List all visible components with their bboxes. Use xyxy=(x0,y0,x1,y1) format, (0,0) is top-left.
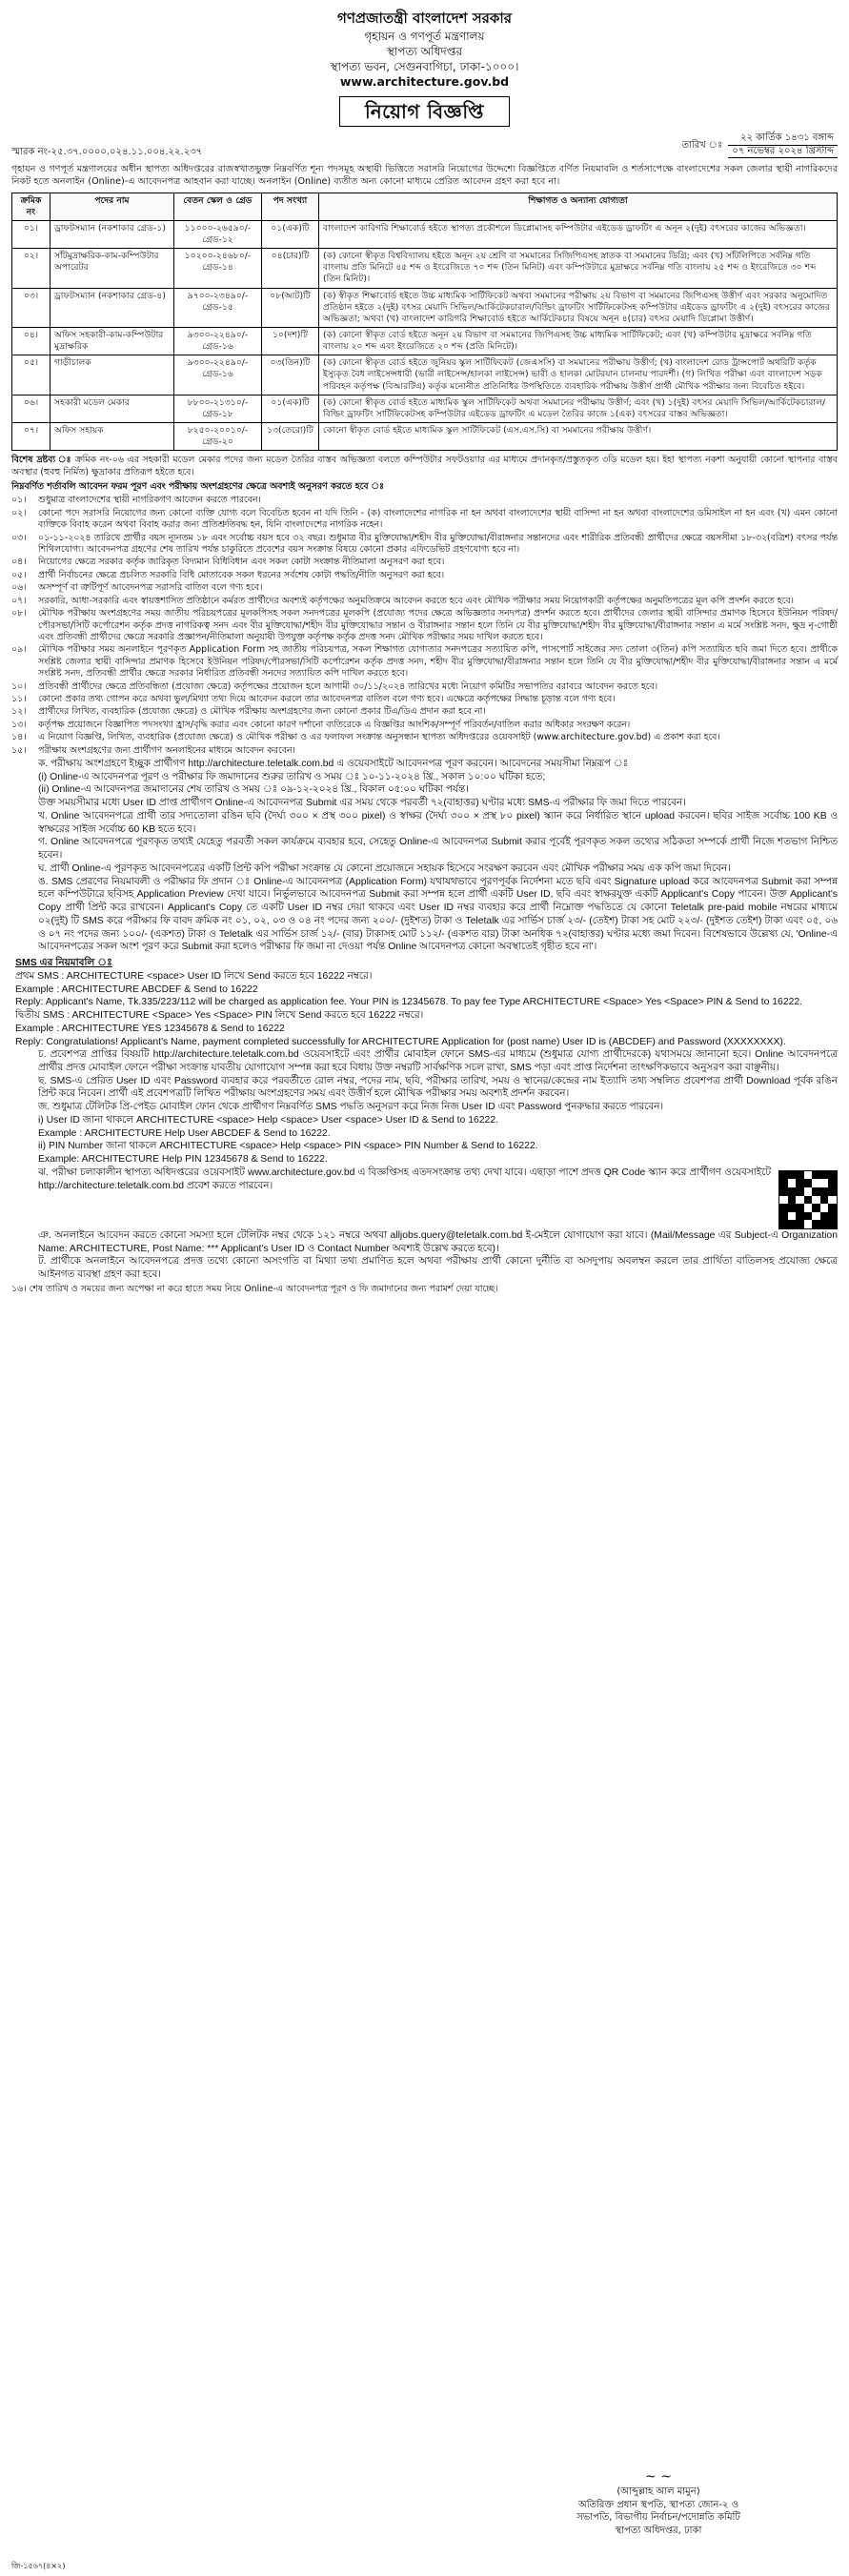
cell-grade: ১০২০০-২৪৬৮০/- গ্রেড-১৪ xyxy=(174,249,262,288)
col-header-count: পদ সংখ্যা xyxy=(262,193,319,220)
item-number: ০৫। xyxy=(11,569,27,580)
list-item xyxy=(11,508,838,532)
list-item xyxy=(11,745,838,757)
item-text: নিয়োগের ক্ষেত্রে সরকার কর্তৃক জারিকৃত বিদ্যমান বিধিবিধান এবং সকল কোটা সংক্রান্ত নীতিমালা অনুসরণ করা হবে। xyxy=(38,557,445,568)
cell-post-name: সহকারী মডেল মেকার xyxy=(51,395,174,422)
cell-qualification: (ক) স্বীকৃত শিক্ষাবোর্ড হইতে উচ্চ মাধ্যমিক সার্টিফিকেট অথবা সমমানের পরীক্ষায় ২য় বিভাগ বা সমমানের জিপিএসহ উত্তীর্ণ এবং সরকার অনুমোদিত প্রতিষ্ঠান হইতে ২(দুই) বৎসর মেয়াদি সিভিল/আর্কিটেকচারাল/বিল্ডিং ড্রাফটিং সার্টিফিকেটসহ কম্পিউটার এইডেড ড্রাফটিং এ ২(দুই) বৎসরের কাজের অভিজ্ঞতা; অথবা (খ) বাংলাদেশ কারিগরি শিক্ষাবোর্ড হইতে আর্কিটেকচার বিষয়ে অনূন ৪(চার) বৎসর মেয়াদি ডিপ্লোমা উত্তীর্ণ। xyxy=(319,288,838,327)
online-i: ঝ. পরীক্ষা চলাকালীন স্থাপত্য অধিদপ্তরের ওয়েবসাইট www.architecture.gov.bd এ বিজ্ঞপ্তিসহ এতদসংক্রান্ত তথ্য দেখা যাবে। এছাড়া পাশে প্রদত্ত QR Code স্ক্যান করে প্রার্থীগণ ওয়েবসাইটে http://architecture.teletalk.com.bd প্রবেশ করতে পারবেন। xyxy=(38,1166,771,1191)
cell-qualification: (ক) কোনো স্বীকৃত বোর্ড হইতে মাধ্যমিক স্কুল সার্টিফিকেট অথবা সমমানের পরীক্ষায় উত্তীর্ণ; এবং (খ) ১(দুই) বৎসর মেয়াদি সিভিল/আর্কিটেকচারাল/বিল্ডিং ড্রাফটিং সার্টিফিকেটসহ কম্পিউটার এইডেড ড্রাফটিং এ মডেল তৈরির কাজে ১(এক) বৎসরের বাস্তব অভিজ্ঞতা। xyxy=(319,395,838,422)
online-e: ঙ. SMS প্রেরণের নিয়মাবলী ও পরীক্ষার ফি প্রদান ঃ Online-এ আবেদনপত্র (Application Form) যথাযথভাবে পূরণপূর্বক নির্দেশনা মতে ছবি এবং Signature upload করে আবেদনপত্র Submit করা সম্পন্ন হলে কম্পিউটারে ছবিসহ Application Preview দেখা যাবে। নির্ভুলভাবে আবেদনপত্র Submit করা সম্পন্ন হলে প্রার্থী একটি User ID, ছবি এবং স্বাক্ষরযুক্ত একটি Applicant's Copy পাবেন। উক্ত Applicant's Copy প্রার্থী প্রিন্ট করে রাখবেন। Applicant's Copy তে একটি User ID নম্বর দেয়া থাকবে এবং User ID নম্বর ব্যবহার করে প্রার্থী নিম্নোক্ত পদ্ধতিতে যে কোনো Teletalk pre-paid mobile নম্বরের মাধ্যমে ০২(দুই) টি SMS করে পরীক্ষার ফি বাবদ ক্রমিক নং ০১, ০২, ০৩ ও ০৪ নং পদের জন্য ২০০/- (দুইশত) টাকা ও Teletalk এর সার্ভিস চার্জ ২৩/- (তেইশ) টাকা সহ মোট ২২৩/- (দুইশত তেইশ) টাকা এবং ০৫, ০৬ ও ০৭ নং পদের জন্য ১০০/- (একশত) টাকা ও Teletalk এর সার্ভিস চার্জ ১২/- (বার) টাকাসহ মোট ১১২/- (একশত বার) টাকা অনধিক ৭২(বাহাত্তর) ঘণ্টার মধ্যে জমা দিবেন। বিশেষভাবে উল্লেখ্য যে, 'Online-এ আবেদনপত্রের সকল অংশ পূরণ করে Submit করা হলেও পরীক্ষার ফি জমা না দেওয়া পর্যন্ত Online আবেদনপত্র কোনো অবস্থাতেই গৃহীত হবে না'। xyxy=(38,876,838,953)
col-header-qualification: শিক্ষাগত ও অন্যান্য যোগ্যতা xyxy=(319,193,838,220)
cell-count: ১০(দশ)টি xyxy=(262,327,319,355)
ministry-name: গৃহায়ন ও গণপূর্ত মন্ত্রণালয় xyxy=(364,29,485,43)
cell-serial: ০১। xyxy=(12,220,51,248)
sms-first: প্রথম SMS : ARCHITECTURE <space> User ID লিখে Send করতে হবে 16222 নম্বরে। xyxy=(15,970,373,982)
sms-first-reply: Reply: Applicant's Name, Tk.335/223/112 will be charged as application fee. Your PIN is 12345678. To pay fee Type ARCHITECTURE <Space> Yes <Space> PIN & Send to 16222. xyxy=(15,997,803,1008)
item-text: ০১-১১-২০২৪ তারিখে প্রার্থীর বয়স ন্যূনতম ১৮ এবং সর্বোচ্চ বয়স হবে ৩২ বছর। শুধুমাত্র বীর মুক্তিযোদ্ধা/শহীদ বীর মুক্তিযোদ্ধা/বীরাঙ্গনার সন্তানদের এবং শারীরিক প্রতিবন্ধী প্রার্থীদের ক্ষেত্রে বয়সসীমা ১৮-৩২(বত্রিশ) বৎসর পর্যন্ত শিথিলযোগ্য। আবেদনপত্র গ্রহণের শেষ তারিখ পর্যন্ত চাকুরিতে প্রবেশের বয়স সংক্রান্ত বিষয়ে কোনো প্রকার এফিডেভিট গ্রহণযোগ্য হবে না। xyxy=(38,532,838,556)
item-number: ০৩। xyxy=(11,532,27,543)
table-row xyxy=(12,395,838,422)
cell-serial: ০৭। xyxy=(12,422,51,450)
signature-scribble: ~ ~ xyxy=(645,2469,672,2485)
cell-post-name: ড্রাফটসম্যান (নকশাকার গ্রেড-৪) xyxy=(51,288,174,327)
special-note-label: বিশেষ দ্রষ্টব্য ঃ xyxy=(11,455,72,466)
list-item xyxy=(11,582,838,594)
cell-post-name: গাড়ীচালক xyxy=(51,355,174,395)
list-item xyxy=(11,570,838,581)
list-item xyxy=(11,596,838,607)
online-a: ক. পরীক্ষায় অংশগ্রহণে ইচ্ছুক প্রার্থীগণ http://architecture.teletalk.com.bd এ ওয়েবসাইটে আবেদনপত্র পূরণ করবেন। আবেদনের সময়সীমা নিম্নরূপ ঃ xyxy=(38,758,629,769)
item-text: পরীক্ষায় অংশগ্রহণের জন্য প্রার্থীগণ অনলাইনের মাধ্যমে আবেদন করবেন। xyxy=(38,744,295,756)
cell-serial: ০৪। xyxy=(12,327,51,355)
cell-post-name: অফিস সহায়ক xyxy=(51,422,174,450)
item-number: ১১। xyxy=(11,693,27,704)
list-item xyxy=(11,533,838,557)
memo-row xyxy=(11,132,838,158)
list-item xyxy=(11,644,838,679)
item-text: অসম্পূর্ণ বা ত্রুটিপূর্ণ আবেদনপত্র সরাসরি বাতিল বলে গণ্য হবে। xyxy=(38,582,263,594)
footer-code: জি-১৫৬৭(৪×২) xyxy=(11,2562,66,2570)
qr-row xyxy=(38,1166,838,1229)
item-text: মৌখিক পরীক্ষার সময় অনলাইনে পূরণকৃত Application Form সহ জাতীয় পরিচয়পত্র, সকল শিক্ষাগত যোগ্যতার সনদপত্রের সত্যায়িত কপি, পাসপোর্ট সাইজের সদ্য তোলা ৩(তিন) কপি সত্যায়িত ছবি জমা দিতে হবে। প্রার্থীকে সংশ্লিষ্ট জেলার স্থায়ী বাসিন্দার প্রমাণক হিসেবে ইউনিয়ন পরিষদ/পৌরসভা/সিটি কর্পোরেশন কর্তৃক প্রদত্ত সনদ, শহীদ বীর মুক্তিযোদ্ধা/বীরাঙ্গনার সন্তান হলে তিনি যে বীর মুক্তিযোদ্ধা/শহীদ বীর মুক্তিযোদ্ধা/বীরাঙ্গনার সন্তান এ মর্মে সংশ্লিষ্ট সনদ, প্রতিবন্ধী প্রার্থীর ক্ষেত্রে সরকার নির্ধারিত প্রতিবন্ধী সনদের সত্যায়িত কপি দাখিল করতে হবে। xyxy=(38,644,838,679)
sms-second: দ্বিতীয় SMS : ARCHITECTURE <Space> Yes <Space> PIN লিখে Send করতে হবে 16222 নম্বরে। xyxy=(15,1010,424,1022)
list-item xyxy=(11,694,838,705)
conditions-title: নিম্নবর্ণিত শর্তাবলি আবেদন ফরম পূরণ এবং পরীক্ষায় অংশগ্রহণের ক্ষেত্রে অবশ্যই অনুসরণ করতে হবে ঃ xyxy=(11,481,384,493)
qr-code-icon[interactable] xyxy=(778,1170,838,1229)
item-text: কোনো প্রকার তথ্য গোপন করে অথবা ভুল/মিথ্যা তথ্য দিয়ে আবেদন করলে তার আবেদনপত্র বাতিল বলে গণ্য হবে। এক্ষেত্রে কর্তৃপক্ষের সিদ্ধান্ত চূড়ান্ত বলে গণ্য হবে। xyxy=(38,693,616,704)
online-f: চ. প্রবেশপত্র প্রাপ্তির বিষয়টি http://architecture.teletalk.com.bd ওয়েবসাইটে এবং প্রার্থীর মোবাইল ফোনে SMS-এর মাধ্যমে (শুধুমাত্র যোগ্য প্রার্থীদেরকে) যথাসময়ে জানানো হবে। Online আবেদনপত্রে প্রার্থীর প্রদত্ত মোবাইল ফোনে পরীক্ষা সংক্রান্ত যাবতীয় যোগাযোগ সম্পন্ন করা হবে বিধায় উক্ত নম্বরটি সার্বক্ষণিক সচল রাখা, SMS পড়া এবং প্রাপ্ত নির্দেশনা তাৎক্ষণিকভাবে অনুসরণ করা বাঞ্ছনীয়। xyxy=(38,1049,838,1073)
sms-second-reply: Reply: Congratulations! Applicant's Name, payment completed successfully for ARCHITECTURE Application for (post name) User ID is (ABCDEF) and Password (XXXXXXXX). xyxy=(15,1036,786,1047)
signatory-title-2: সভাপতি, বিভাগীয় নির্বাচন/পদোন্নতি কমিটি xyxy=(576,2512,740,2523)
item-number: ১০। xyxy=(11,680,27,692)
table-row xyxy=(12,249,838,288)
list-item xyxy=(11,681,838,693)
item-number: ০১। xyxy=(11,495,27,506)
online-h: জ. শুধুমাত্র টেলিটক প্রি-পেইড মোবাইল ফোন থেকে প্রার্থীগণ নিম্নবর্ণিত SMS পদ্ধতি অনুসরণ করে নিজ নিজ User ID এবং Password পুনরুদ্ধার করতে পারবেন। xyxy=(38,1102,664,1113)
cell-grade: ৮২৫০-২০০১০/- গ্রেড-২০ xyxy=(174,422,262,450)
online-d: ঘ. প্রার্থী Online-এ পূরণকৃত আবেদনপত্রের একটি প্রিন্ট কপি পরীক্ষা সংক্রান্ত যে কোনো প্রয়োজনে সহায়ক হিসেবে সংরক্ষণ করবেন এবং মৌখিক পরীক্ষার সময় এক কপি জমা দিবেন। xyxy=(38,862,731,874)
online-h-ii-example: Example: ARCHITECTURE Help PIN 12345678 & Send to 16222. xyxy=(38,1154,328,1166)
list-item xyxy=(11,706,838,718)
item-number: ০২। xyxy=(11,507,27,518)
online-a-start: (i) Online-এ আবেদনপত্র পূরণ ও পরীক্ষার ফি জমাদানের শুরুর তারিখ ও সময় ঃ ১০-১১-২০২৪ খ্রি., সকাল ১০:০০ ঘটিকা হতে; xyxy=(38,771,546,782)
signatory-title-1: অতিরিক্ত প্রধান স্থপতি, স্থাপত্য জোন-২ ও xyxy=(578,2499,738,2510)
item-number: ০৮। xyxy=(11,608,27,619)
list-item xyxy=(11,557,838,568)
item-number: ০৯। xyxy=(11,644,27,656)
col-header-serial: ক্রমিক নং xyxy=(12,193,51,220)
item-number: ১৩। xyxy=(11,719,27,730)
item-text: প্রার্থীদের লিখিত, ব্যবহারিক (প্রযোজ্য ক্ষেত্রে) ও মৌখিক পরীক্ষায় অংশগ্রহণের জন্য কোনো প্রকার টিএ/ডিএ প্রদান করা হবে না। xyxy=(38,706,486,718)
condition-sixteen: ১৬। শেষ তারিখ ও সময়ের জন্য অপেক্ষা না করে হাতে সময় নিয়ে Online-এ আবেদনপত্র পূরণ ও ফি জমাদানের জন্য পরামর্শ দেয়া যাচ্ছে। xyxy=(11,1283,498,1294)
online-b: খ. Online আবেদনপত্রে প্রার্থী তার সদ্যতোলা রঙিন ছবি (দৈর্ঘ্য ৩০০ × প্রস্থ ৩০০ pixel) ও স্বাক্ষর (দৈর্ঘ্য ৩০০ × প্রস্থ ৮০ pixel) স্ক্যান করে নির্ধারিত স্থানে upload করবেন। ছবির সাইজ সর্বোচ্চ 100 KB ও স্বাক্ষরের সাইজ সর্বোচ্চ 60 KB হতে হবে। xyxy=(38,810,838,835)
online-h-i-example: Example : ARCHITECTURE Help User ABCDEF & Send to 16222. xyxy=(38,1127,331,1139)
item-text: সরকারি, আধা-সরকারি এবং স্বায়ত্তশাসিত প্রতিষ্ঠানে কর্মরত প্রার্থীদের অবশ্যই কর্তৃপক্ষের অনুমতিক্রমে আবেদন করতে হবে এবং মৌখিক পরীক্ষার সময় নিয়োগকারী কর্তৃপক্ষের অনুমতিপত্রের মূল কপি প্রদর্শন করতে হবে। xyxy=(38,595,794,606)
cell-qualification: (ক) কোনো স্বীকৃত বোর্ড হইতে অনূন ২য় বিভাগ বা সমমানের জিপিএসহ উচ্চ মাধ্যমিক সার্টিফিকেট; এবং (খ) কম্পিউটার মুদ্রাক্ষরে সর্বনিম্ন গতি বাংলায় ২০ শব্দ এবং ইংরেজিতে ২০ শব্দ (প্রতি মিনিটে)। xyxy=(319,327,838,355)
govt-name: গণপ্রজাতন্ত্রী বাংলাদেশ সরকার xyxy=(337,10,512,27)
item-number: ১২। xyxy=(11,706,27,718)
list-item xyxy=(11,720,838,731)
online-section xyxy=(11,758,838,954)
cell-qualification: কোনো স্বীকৃত বোর্ড হইতে মাধ্যমিক স্কুল সার্টিফিকেট (এস.এস.সি) বা সমমানের পরীক্ষায় উত্তীর্ণ। xyxy=(319,422,838,450)
memo-number: স্মারক নং-২৫.৩৭.০০০০.০২৪.১১.০০৪.২২.২৩৭ xyxy=(11,147,203,158)
cell-qualification: (ক) কোনো স্বীকৃত বোর্ড হইতে জুনিয়র স্কুল সার্টিফিকেট (জেএসসি) বা সমমানের পরীক্ষায় উত্তীর্ণ; (খ) বাংলাদেশ রোড ট্রান্সপোর্ট অথরিটি কর্তৃক ইস্যুকৃত বৈধ লাইসেন্সধারী (ভারী লাইসেন্স/হালকা লাইসেন্স) ভারী ও হালকা মোটরযান চালনায় পারদর্শী। (গ) লিখিত পরীক্ষা এবং বাংলাদেশ সড়ক পরিবহন কর্তৃপক্ষ (বিআরটিএ) কর্তৃক মনোনীত প্রতিনিধির উপস্থিতিতে ব্যবহারিক পরীক্ষায় উত্তীর্ণ প্রার্থী মৌখিক পরীক্ষার জন্য বিবেচিত হইবে। xyxy=(319,355,838,395)
website-link[interactable]: www.architecture.gov.bd xyxy=(339,74,510,90)
online-section-2 xyxy=(11,1048,838,1282)
col-header-grade: বেতন স্কেল ও গ্রেড xyxy=(174,193,262,220)
list-item xyxy=(11,495,838,506)
cell-grade: ৯৩০০-২২৪৯০/- গ্রেড-১৬ xyxy=(174,355,262,395)
online-h-ii: ii) PIN Number জানা থাকলে ARCHITECTURE <space> Help <space> PIN <space> PIN Number & Send to 16222. xyxy=(38,1141,538,1152)
item-text: শুধুমাত্র বাংলাদেশের স্থায়ী নাগরিকগণ আবেদন করতে পারবেন। xyxy=(38,495,261,506)
item-number: ০৭। xyxy=(11,595,27,606)
item-text: প্রার্থী নির্বাচনের ক্ষেত্রে প্রচলিত সরকারি বিধি মোতাবেক সকল ধরনের সর্বশেষ কোটা পদ্ধতি/নীতি অনুসরণ করা হবে। xyxy=(38,569,445,580)
cell-serial: ০৫। xyxy=(12,355,51,395)
letterhead xyxy=(11,10,838,91)
special-note-text: ক্রমিক নং-০৬ এর সহকারী মডেল মেকার পদের জন্য মডেল তৈরির বাস্তব অভিজ্ঞতা বলতে কম্পিউটার সফটওয়্যার এর মাধ্যমে প্রদানকৃত/প্রস্তুতকৃত ৩ডি মডেল হয়। ইহা স্থাপত্য নকশা অনুযায়ী কোনো স্থাপনার বাস্তব অবস্থার (হুবহু নির্মিত) ক্ষুদ্রাকার প্রতিরূপ হইতে হবে। xyxy=(11,455,838,477)
notice-title: নিয়োগ বিজ্ঞপ্তি xyxy=(339,96,510,127)
date-label: তারিখ ঃ xyxy=(681,140,723,152)
date-english: ০৭ নভেম্বর ২০২৪ খ্রিস্টাব্দ xyxy=(728,146,838,159)
sms-heading: SMS এর নিয়মাবলি ঃ xyxy=(15,957,112,968)
cell-qualification: (ক) কোনো স্বীকৃত বিশ্ববিদ্যালয় হইতে অনূন ২য় শ্রেণি বা সমমানের সিজিপিএসহ স্নাতক বা সমমানের ডিগ্রি; এবং (খ) সাঁটলিপিতে সর্বনিম্ন গতি বাংলায় প্রতি মিনিটে ৪৫ শব্দ ও ইংরেজিতে ৭০ শব্দ (তিন মিনিট) এবং কম্পিউটারে মুদ্রাক্ষরে সর্বনিম্ন গতি বাংলায় ২৫ শব্দ ও ইংরেজিতে ৩০ শব্দ (তিন মিনিট)। xyxy=(319,249,838,288)
online-g: ছ. SMS-এ প্রেরিত User ID এবং Password ব্যবহার করে পরবর্তীতে রোল নম্বর, পদের নাম, ছবি, পরীক্ষার তারিখ, সময় ও স্থানের/কেন্দ্রের নাম ইত্যাদি তথ্য সম্বলিত প্রবেশপত্র প্রার্থী Download পূর্বক রঙিন প্রিন্ট করে নিবেন। প্রার্থী এই প্রবেশপত্রটি লিখিত পরীক্ষায় অংশগ্রহণের সময় এবং উত্তীর্ণ হলে মৌখিক পরীক্ষার সময় অবশ্যই প্রদর্শন করবেন। xyxy=(38,1075,838,1100)
date-block xyxy=(682,132,838,158)
table-row xyxy=(12,288,838,327)
cell-count: ০৮(আট)টি xyxy=(262,288,319,327)
cell-grade: ৯৩০০-২২৪৯০/- গ্রেড-১৬ xyxy=(174,327,262,355)
cell-grade: ১১০০০-২৬৫৯০/- গ্রেড-১২ xyxy=(174,220,262,248)
online-k: ট. প্রার্থীকে অনলাইনে আবেদনপত্রে প্রদত্ত তথ্যে কোনো অসংগতি বা মিথ্যা তথ্য প্রমাণিত হলে অথবা পরীক্ষায় প্রার্থী কোনো দুর্নীতি বা অসদুপায় অবলম্বন করলে তার প্রার্থিতা বাতিলসহ প্রযোজ্য ক্ষেত্রে আইনগত ব্যবস্থা গ্রহণ করা হবে। xyxy=(38,1256,838,1281)
item-text: কর্তৃপক্ষ প্রয়োজনে বিজ্ঞাপিত পদসংখ্যা হ্রাস/বৃদ্ধি করার এবং কোনো কারণ দর্শানো ব্যতিরেকে এ বিজ্ঞপ্তির আংশিক/সম্পূর্ণ পরিবর্তন/বাতিল করার অধিকার সংরক্ষণ করেন। xyxy=(38,719,631,730)
cell-serial: ০৬। xyxy=(12,395,51,422)
col-header-post: পদের নাম xyxy=(51,193,174,220)
cell-count: ০১(এক)টি xyxy=(262,395,319,422)
sms-first-example: Example : ARCHITECTURE ABCDEF & Send to 16222 xyxy=(15,984,258,995)
cell-post-name: ড্রাফটসম্যান (নকশাকার গ্রেড-১) xyxy=(51,220,174,248)
table-row xyxy=(12,355,838,395)
cell-post-name: অফিস সহকারী-কাম-কম্পিউটার মুদ্রাক্ষরিক xyxy=(51,327,174,355)
table-row xyxy=(12,422,838,450)
sms-section xyxy=(11,957,838,1048)
special-note xyxy=(11,455,838,478)
online-a-end: (ii) Online-এ আবেদনপত্র জমাদানের শেষ তারিখ ও সময় ঃ ০৯-১২-২০২৪ খ্রি., বিকাল ০৫:০০ ঘটিকা পর্যন্ত। xyxy=(38,784,469,796)
online-c: গ. Online আবেদনপত্রে পূরণকৃত তথ্যই যেহেতু পরবর্তী সকল কার্যক্রমে ব্যবহার হবে, সেহেতু Online-এ আবেদনপত্র Submit করার পূর্বেই পূরণকৃত সকল তথ্যের সঠিকতা সম্পর্কে প্রার্থী নিজে শতভাগ নিশ্চিত হবেন। xyxy=(38,837,838,862)
item-text: এ নিয়োগ বিজ্ঞপ্তি, লিখিত, ব্যবহারিক (প্রযোজ্য ক্ষেত্রে) ও মৌখিক পরীক্ষা ও এর ফলাফল সংক্রান্ত অনুসন্ধান স্থাপত্য অধিদপ্তরের ওয়েবসাইট (www.architecture.gov.bd) এ প্রকাশ করা হবে। xyxy=(38,732,720,743)
intro-paragraph: গৃহায়ন ও গণপূর্ত মন্ত্রণালয়ের অধীন স্থাপত্য অধিদপ্তরের রাজস্বখাতভুক্ত নিম্নবর্ণিত শূন্য পদসমূহ অস্থায়ী ভিত্তিতে সরাসরি নিয়োগের উদ্দেশ্যে বিজ্ঞপ্তিতে বর্ণিত নিয়মাবলি ও শর্তসাপেক্ষে বাংলাদেশের সকল জেলার স্থায়ী নাগরিকদের নিকট হতে অনলাইন (Online)-এ আবেদনপত্র আহবান করা যাচ্ছে। অনলাইন (Online) ব্যতীত অন্য কোনো মাধ্যমে প্রেরিত আবেদন গ্রহণ করা হবে না। xyxy=(11,164,838,187)
cell-grade: ৯৭০০-২৩৪৯০/- গ্রেড-১৫ xyxy=(174,288,262,327)
item-text: কোনো পদে সরাসরি নিয়োগের জন্য কোনো ব্যক্তি যোগ্য বলে বিবেচিত হবেন না যদি তিনি - (ক) বাংলাদেশের নাগরিক না হন অথবা বাংলাদেশের স্থায়ী বাসিন্দা না হন অথবা বাংলাদেশের ডমিসাইল না হন এবং (খ) এমন কোনো ব্যক্তিকে বিবাহ করেন অথবা বিবাহ করার জন্য প্রতিশ্রুতিবদ্ধ হন, যিনি বাংলাদেশের নাগরিক নহেন। xyxy=(38,507,838,531)
department-name: স্থাপত্য অধিদপ্তর xyxy=(386,44,463,58)
signatory-title-3: স্থাপত্য অধিদপ্তর, ঢাকা xyxy=(615,2525,702,2536)
online-a-note: উক্ত সময়সীমার মধ্যে User ID প্রাপ্ত প্রার্থীগণ Online-এ আবেদনপত্র Submit এর সময় থেকে পরবর্তী ৭২(বাহাত্তর) ঘণ্টার মধ্যে SMS-এ পরীক্ষার ফি জমা দিতে পারবেন। xyxy=(38,798,686,809)
table-header-row xyxy=(12,193,838,220)
list-item xyxy=(11,732,838,743)
conditions-list xyxy=(11,495,838,757)
signature-block xyxy=(506,2468,811,2537)
item-text: প্রতিবন্ধী প্রার্থীদের ক্ষেত্রে প্রতিবন্ধিতা (প্রযোজ্য ক্ষেত্রে) কর্তৃপক্ষের প্রয়োজন হলে আগামী ৩০/১১/২০২৪ তারিখের মধ্যে নিয়োগ কমিটির সভাপতির বরাবরে আবেদন করতে হবে। xyxy=(38,680,658,692)
cell-post-name: সাঁটমুদ্রাক্ষরিক-কাম-কম্পিউটার অপারেটর xyxy=(51,249,174,288)
item-number: ১৪। xyxy=(11,732,27,743)
item-number: ১৫। xyxy=(11,744,27,756)
online-h-i: i) User ID জানা থাকলে ARCHITECTURE <space> Help <space> User <space> User ID & Send to 16222. xyxy=(38,1114,499,1126)
table-row xyxy=(12,220,838,248)
cell-count: ১৩(তেরো)টি xyxy=(262,422,319,450)
cell-count: ০৪(চার)টি xyxy=(262,249,319,288)
item-number: ০৪। xyxy=(11,557,27,568)
table-row xyxy=(12,327,838,355)
date-bangla: ২২ কার্তিক ১৪৩১ বঙ্গাব্দ xyxy=(728,132,838,146)
sms-second-example: Example : ARCHITECTURE YES 12345678 & Send to 16222 xyxy=(15,1023,285,1034)
item-number: ০৬। xyxy=(11,582,27,594)
cell-qualification: বাংলাদেশ কারিগরি শিক্ষাবোর্ড হইতে স্থাপত্য প্রকৌশলে ডিপ্লোমাসহ কম্পিউটার এইডেড ড্রাফটিং এ অনূন ২(দুই) বৎসরের কাজের অভিজ্ঞতা। xyxy=(319,220,838,248)
cell-serial: ০২। xyxy=(12,249,51,288)
list-item xyxy=(11,608,838,643)
cell-count: ০৩(তিন)টি xyxy=(262,355,319,395)
online-j: ঞ. অনলাইনে আবেদন করতে কোনো সমস্যা হলে টেলিটক নম্বর থেকে ১২১ নম্বরে অথবা alljobs.query@teletalk.com.bd ই-মেইলে যোগাযোগ করা যাবে। (Mail/Message এর Subject-এ Organization Name: ARCHITECTURE, Post Name: *** Applicant's User ID ও Contact Number অবশ্যই উল্লেখ করতে হবে)। xyxy=(38,1229,838,1254)
office-address: স্থাপত্য ভবন, সেগুনবাগিচা, ঢাকা-১০০০। xyxy=(330,60,519,74)
signatory-name: (আব্দুল্লাহ আল মামুন) xyxy=(617,2486,700,2497)
cell-grade: ৮৮০০-২১৩১০/- গ্রেড-১৮ xyxy=(174,395,262,422)
item-text: মৌখিক পরীক্ষায় অংশগ্রহণের সময় জাতীয় পরিচয়পত্রের মূলকপিসহ সকল সনদপত্রের মূলকপি (প্রযোজ্য পদের ক্ষেত্রে অভিজ্ঞতার সনদপত্র) প্রদর্শন করতে হবে। প্রার্থীদের জেলার স্থায়ী বাসিন্দার প্রমাণক হিসেবে ইউনিয়ন পরিষদ/পৌরসভা/সিটি কর্পোরেশন কর্তৃক প্রদত্ত নাগরিকত্ব সনদ এবং বীর মুক্তিযোদ্ধা/শহীদ বীর মুক্তিযোদ্ধার সন্তান ও বীরাঙ্গনার সন্তান হলে তিনি যে বীর মুক্তিযোদ্ধা/শহীদ বীর মুক্তিযোদ্ধা/বীরাঙ্গনার সন্তান এ মর্মে সংশ্লিষ্ট সনদ, ক্ষুদ্র নৃ-গোষ্ঠী এবং প্রতিবন্ধী প্রার্থীদের ক্ষেত্রে সরকারি প্রজ্ঞাপন/নীতিমালা অনুযায়ী উপযুক্ত কর্তৃপক্ষ কর্তৃক প্রদত্ত সনদ মৌখিক পরীক্ষার সময় দাখিল করতে হবে। xyxy=(38,608,838,642)
cell-serial: ০৩। xyxy=(12,288,51,327)
cell-count: ০১(এক)টি xyxy=(262,220,319,248)
posts-table xyxy=(11,193,838,452)
